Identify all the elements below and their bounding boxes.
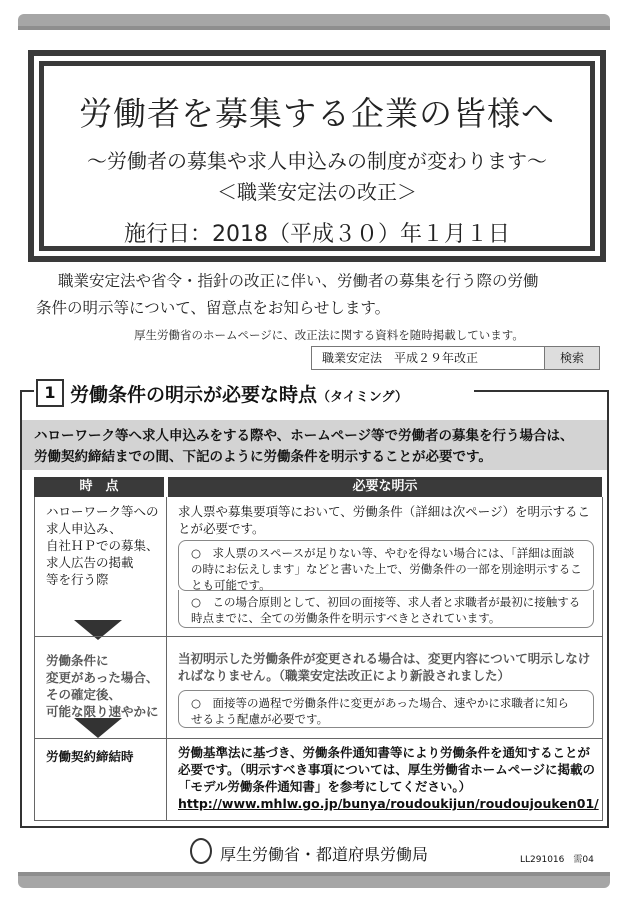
row-divider bbox=[34, 636, 603, 637]
note-line: の時にお伝えします」などと書いた上で、労働条件の一部を別途明示するこ bbox=[191, 562, 582, 576]
column-header-timing: 時 点 bbox=[34, 477, 164, 497]
subtitle-law: ＜職業安定法の改正＞ bbox=[217, 180, 417, 204]
row2-timing-line: その確定後、 bbox=[46, 687, 122, 702]
table-bottom-border bbox=[34, 820, 603, 821]
lead-line-1: ハローワーク等へ求人申込みをする際や、ホームページ等で労働者の募集を行う場合は、 bbox=[34, 428, 574, 444]
note-line: せるよう配慮が必要です。 bbox=[191, 712, 329, 726]
row-divider bbox=[34, 738, 603, 739]
note-line: ○ 求人票のスペースが足りない等、やむを得ない場合には、「詳細は面談 bbox=[191, 546, 575, 560]
column-divider bbox=[166, 497, 167, 820]
top-tab bbox=[18, 14, 610, 26]
section-number: 1 bbox=[36, 379, 64, 407]
row3-req-line: 「モデル労働条件通知書」を参考にしてください。） bbox=[178, 779, 472, 794]
note-line: 時点までに、全ての労働条件を明示すべきとされています。 bbox=[191, 611, 501, 625]
down-arrow-icon bbox=[74, 718, 122, 738]
row2-requirement bbox=[178, 650, 598, 684]
intro-line-2: 条件の明示等について、留意点をお知らせします。 bbox=[36, 299, 391, 317]
row2-timing-line: 変更があった場合、 bbox=[46, 670, 159, 685]
row1-req-line: 求人票や募集要項等において、労働条件（詳細は次ページ）を明示するこ bbox=[178, 504, 591, 519]
table-left-border bbox=[34, 497, 35, 820]
row1-timing-line: 等を行う際 bbox=[46, 572, 109, 587]
note-line: ○ 面接等の過程で労働条件に変更があった場合、速やかに求職者に知ら bbox=[191, 696, 569, 710]
row2-note bbox=[178, 690, 594, 728]
section-title-suffix: （タイミング） bbox=[317, 390, 408, 405]
row1-note-2 bbox=[178, 590, 594, 628]
row2-timing bbox=[46, 652, 164, 720]
section-frame-top-left bbox=[20, 390, 34, 392]
row1-timing-line: ハローワーク等への bbox=[46, 504, 159, 519]
row3-req-line: 必要です。（明示すべき事項については、厚生労働省ホームページに掲載の bbox=[178, 762, 596, 777]
row3-timing: 労働契約締結時 bbox=[46, 749, 134, 764]
page-title: 労働者を募集する企業の皆様へ bbox=[79, 94, 555, 133]
footer-code: LL291016 需04 bbox=[520, 855, 594, 865]
column-header-required: 必要な明示 bbox=[168, 477, 602, 497]
row1-req-line: とが必要です。 bbox=[178, 521, 265, 536]
section-lead bbox=[22, 420, 607, 470]
section-title bbox=[70, 380, 408, 407]
row1-note-1 bbox=[178, 540, 594, 591]
row2-req-line: 当初明示した労働条件が変更される場合は、変更内容について明示しなけ bbox=[178, 651, 591, 666]
guideline-link[interactable]: http://www.mhlw.go.jp/bunya/roudoukijun/roudoujouken01/ bbox=[178, 796, 599, 811]
bottom-tab bbox=[18, 876, 610, 888]
row2-req-line: ればなりません。（職業安定法改正により新設されました） bbox=[178, 668, 511, 683]
website-note: 厚生労働省のホームページに、改正法に関する資料を随時掲載しています。 bbox=[134, 328, 524, 342]
row2-timing-line: 労働条件に bbox=[46, 653, 109, 668]
row2-timing-line: 可能な限り速やかに bbox=[46, 704, 159, 719]
row3-requirement bbox=[178, 744, 598, 812]
intro-line-1: 職業安定法や省令・指針の改正に伴い、労働者の募集を行う際の労働 bbox=[58, 272, 539, 290]
lead-line-2: 労働契約締結までの間、下記のように労働条件を明示することが必要です。 bbox=[34, 449, 492, 465]
row1-timing-line: 求人広告の掲載 bbox=[46, 555, 134, 570]
title-box bbox=[44, 66, 590, 246]
mhlw-logo-icon bbox=[190, 838, 212, 864]
search-button[interactable]: 検索 bbox=[545, 347, 599, 369]
down-arrow-icon bbox=[74, 620, 122, 640]
section-frame-top-right bbox=[474, 390, 609, 392]
effective-date: 施行日：2018（平成３０）年１月１日 bbox=[124, 222, 510, 247]
row1-timing bbox=[46, 503, 164, 588]
table-right-border bbox=[602, 497, 603, 820]
row3-req-line: 労働基準法に基づき、労働条件通知書等により労働条件を通知することが bbox=[178, 745, 591, 760]
row1-timing-line: 求人申込み、 bbox=[46, 521, 122, 536]
row1-timing-line: 自社ＨＰでの募集、 bbox=[46, 538, 159, 553]
search-box[interactable] bbox=[311, 346, 600, 370]
search-input[interactable]: 職業安定法 平成２９年改正 bbox=[312, 347, 545, 369]
note-line: とも可能です。 bbox=[191, 578, 271, 592]
note-line: ○ この場合原則として、初回の面接等、求人者と求職者が最初に接触する bbox=[191, 595, 581, 609]
section-title-main: 労働条件の明示が必要な時点 bbox=[70, 384, 318, 406]
row1-requirement bbox=[178, 503, 598, 537]
subtitle: ～労働者の募集や求人申込みの制度が変わります～ bbox=[87, 149, 547, 173]
footer-org: 厚生労働省・都道府県労働局 bbox=[220, 845, 429, 864]
